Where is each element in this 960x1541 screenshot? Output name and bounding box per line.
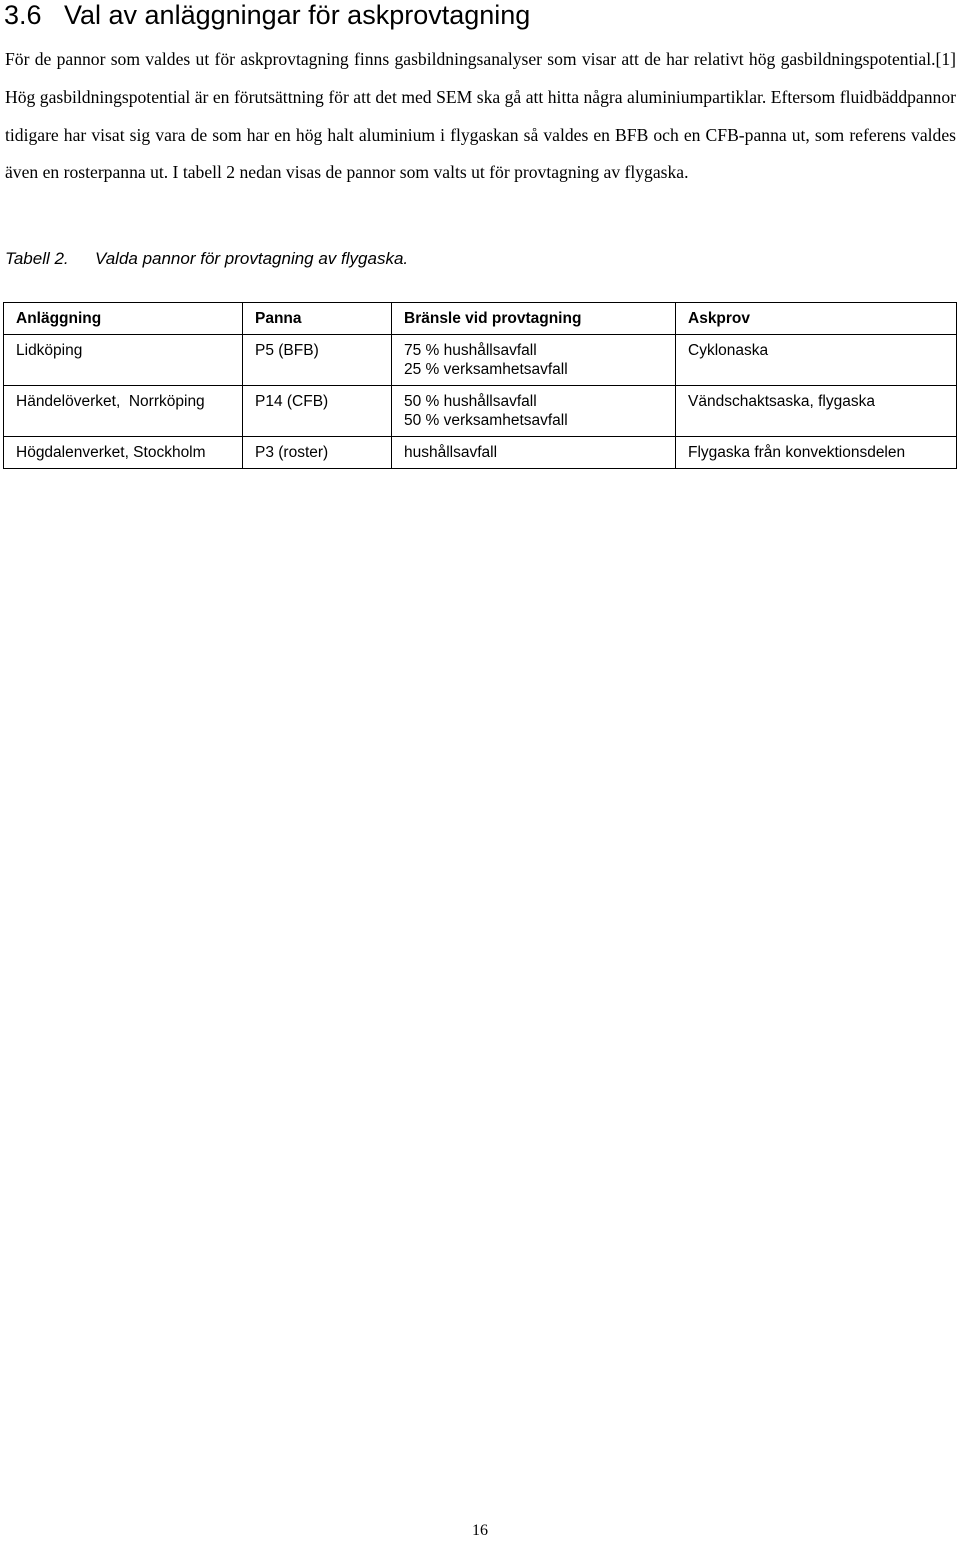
header-fuel: Bränsle vid provtagning [392, 303, 676, 335]
table-row [4, 386, 957, 437]
section-heading [4, 0, 530, 30]
page-number: 16 [472, 1522, 488, 1539]
cell-facility: Högdalenverket, Stockholm [4, 437, 243, 469]
table-caption-text: Valda pannor för provtagning av flygaska. [95, 249, 409, 268]
fuel-line: 25 % verksamhetsavfall [404, 361, 568, 378]
fuel-line: 50 % verksamhetsavfall [404, 412, 568, 429]
header-facility: Anläggning [4, 303, 243, 335]
cell-fuel [392, 335, 676, 386]
cell-facility: Lidköping [4, 335, 243, 386]
table-row [4, 335, 957, 386]
cell-ash-sample: Vändschaktsaska, flygaska [676, 386, 957, 437]
body-paragraph: För de pannor som valdes ut för askprovtagning finns gasbildningsanalyser som visar att de har relativt hög gasbildningspotential.[1] Hög gasbildningspotential är en förutsättning för att det med SEM ska gå att hitta några aluminiumpartiklar. Eftersom fluidbäddpannor tidigare har visat sig vara de som har en hög halt aluminium i flygaskan så valdes en BFB och en CFB-panna ut, som referens valdes även en rosterpanna ut. I tabell 2 nedan visas de pannor som valts ut för provtagning av flygaska. [5, 49, 956, 183]
cell-boiler: P14 (CFB) [243, 386, 392, 437]
boiler-table [3, 302, 957, 469]
table-header-row [4, 303, 957, 335]
table-caption [5, 247, 408, 271]
cell-ash-sample: Cyklonaska [676, 335, 957, 386]
cell-boiler: P5 (BFB) [243, 335, 392, 386]
table-caption-label: Tabell 2. [5, 249, 69, 268]
cell-fuel [392, 386, 676, 437]
header-ash-sample: Askprov [676, 303, 957, 335]
fuel-line: 75 % hushållsavfall [404, 342, 537, 359]
cell-ash-sample: Flygaska från konvektionsdelen [676, 437, 957, 469]
section-number: 3.6 [4, 0, 42, 30]
fuel-line: 50 % hushållsavfall [404, 393, 537, 410]
cell-boiler: P3 (roster) [243, 437, 392, 469]
table-row [4, 437, 957, 469]
fuel-line: hushållsavfall [404, 444, 498, 461]
section-title: Val av anläggningar för askprovtagning [64, 0, 531, 30]
cell-facility: Händelöverket, Norrköping [4, 386, 243, 437]
cell-fuel [392, 437, 676, 469]
header-boiler: Panna [243, 303, 392, 335]
